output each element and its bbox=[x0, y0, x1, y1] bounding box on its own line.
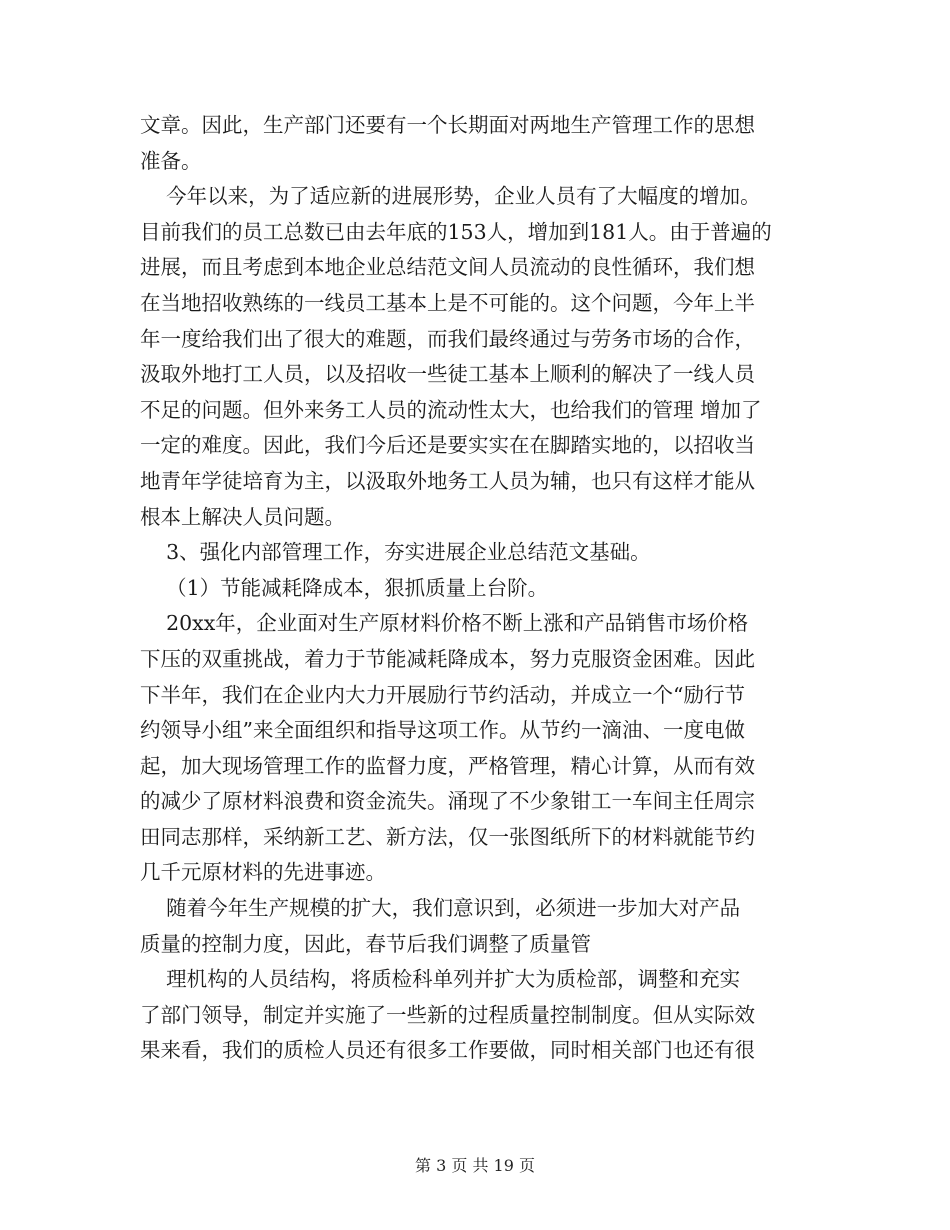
body-text bbox=[140, 108, 810, 1069]
text-line: 起，加大现场管理工作的监督力度，严格管理，精心计算，从而有效 bbox=[140, 753, 755, 778]
text-line: 约领导小组”来全面组织和指导这项工作。从节约一滴油、一度电做 bbox=[140, 718, 745, 743]
text-line: 下半年，我们在企业内大力开展励行节约活动，并成立一个“励行节 bbox=[140, 682, 745, 707]
text-line: 了部门领导，制定并实施了一些新的过程质量控制制度。但从实际效 bbox=[140, 1002, 755, 1027]
text-line: 准备。 bbox=[140, 148, 202, 173]
text-line: 质量的控制力度，因此，春节后我们调整了质量管 bbox=[140, 931, 591, 956]
text-line: 不足的问题。但外来务工人员的流动性太大，也给我们的管理 增加了 bbox=[140, 397, 762, 422]
text-line: 随着今年生产规模的扩大，我们意识到，必须进一步加大对产品 bbox=[140, 896, 741, 921]
text-line: 下压的双重挑战，着力于节能减耗降成本，努力克服资金困难。因此 bbox=[140, 646, 755, 671]
text-line: 文章。因此，生产部门还要有一个长期面对两地生产管理工作的思想 bbox=[140, 113, 755, 137]
text-line: 汲取外地打工人员，以及招收一些徒工基本上顺利的解决了一线人员 bbox=[140, 362, 755, 387]
text-line: （1）节能减耗降成本，狠抓质量上台阶。 bbox=[140, 575, 549, 600]
text-line: 理机构的人员结构，将质检科单列并扩大为质检部，调整和充实 bbox=[140, 967, 741, 992]
text-line: 20xx年，企业面对生产原材料价格不断上涨和产品销售市场价格 bbox=[140, 611, 749, 636]
text-line: 年一度给我们出了很大的难题，而我们最终通过与劳务市场的合作， bbox=[140, 326, 755, 351]
text-line: 在当地招收熟练的一线员工基本上是不可能的。这个问题，今年上半 bbox=[140, 290, 755, 315]
text-line: 的减少了原材料浪费和资金流失。涌现了不少象钳工一车间主任周宗 bbox=[140, 789, 755, 814]
text-line: 3、强化内部管理工作，夯实进展企业总结范文基础。 bbox=[140, 540, 651, 565]
text-line: 进展，而且考虑到本地企业总结范文间人员流动的良性循环，我们想 bbox=[140, 255, 755, 280]
text-line: 今年以来，为了适应新的进展形势，企业人员有了大幅度的增加。 bbox=[140, 184, 761, 209]
text-line: 几千元原材料的先进事迹。 bbox=[140, 860, 386, 885]
text-line: 地青年学徒培育为主，以汲取外地务工人员为辅，也只有这样才能从 bbox=[140, 468, 755, 493]
text-line: 田同志那样，采纳新工艺、新方法，仅一张图纸所下的材料就能节约 bbox=[140, 824, 755, 849]
text-line: 根本上解决人员问题。 bbox=[140, 504, 345, 529]
page-number: 第 3 页 共 19 页 bbox=[415, 1156, 535, 1175]
text-line: 果来看，我们的质检人员还有很多工作要做，同时相关部门也还有很 bbox=[140, 1038, 755, 1063]
text-line: 目前我们的员工总数已由去年底的153人，增加到181人。由于普遍的 bbox=[140, 219, 772, 244]
text-line: 一定的难度。因此，我们今后还是要实实在在脚踏实地的，以招收当 bbox=[140, 433, 755, 458]
